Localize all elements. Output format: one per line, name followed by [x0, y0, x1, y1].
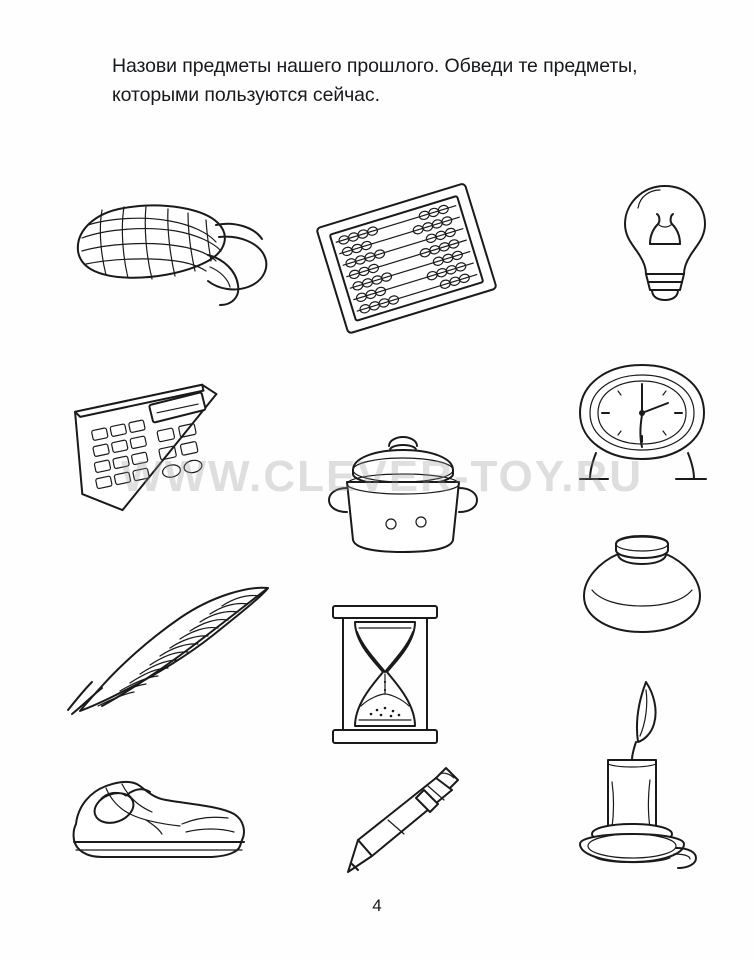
figure-clay-pot[interactable]	[570, 530, 715, 640]
figure-hourglass[interactable]	[325, 602, 445, 747]
instruction-text: Назови предметы нашего прошлого. Обведи те предметы, которыми пользуются сейчас.	[112, 55, 638, 106]
figure-candle[interactable]	[552, 672, 712, 882]
figure-pot[interactable]	[325, 430, 480, 555]
figure-ballpoint-pen[interactable]	[328, 760, 468, 880]
figure-bast-shoe[interactable]	[58, 185, 278, 310]
figure-sneaker[interactable]	[62, 762, 257, 872]
figure-quill-pen[interactable]	[62, 578, 277, 718]
figure-alarm-clock[interactable]	[562, 355, 722, 490]
page-number: 4	[372, 896, 382, 915]
watermark: WWW.CLEVER-TOY.RU	[120, 452, 644, 501]
figure-light-bulb[interactable]	[610, 178, 720, 300]
figure-abacus[interactable]	[305, 190, 510, 335]
figure-calculator[interactable]	[62, 375, 237, 520]
